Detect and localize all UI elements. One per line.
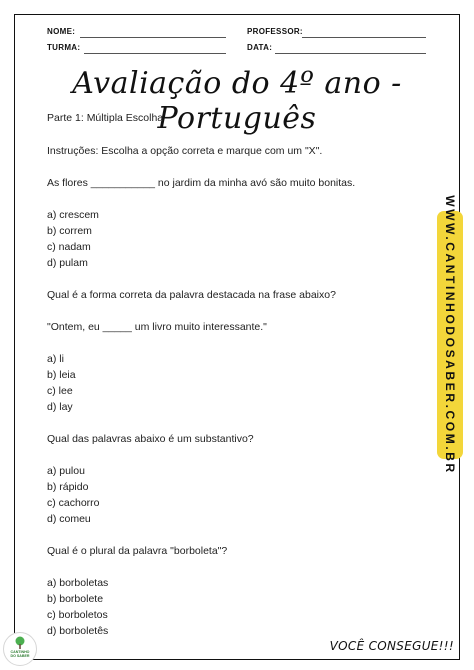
page-title: Avaliação do 4º ano - Português (72, 66, 402, 136)
logo-text-line-1: CANTINHO (10, 650, 30, 654)
encouragement-text: VOCÊ CONSEGUE!!! (329, 639, 454, 653)
question-2-option-b[interactable]: b) leia (47, 369, 76, 381)
question-4-option-a[interactable]: a) borboletas (47, 577, 109, 589)
date-field-line[interactable] (275, 53, 426, 54)
question-2-sentence: "Ontem, eu _____ um livro muito interessante." (47, 321, 267, 333)
question-4-option-c[interactable]: c) borboletos (47, 609, 108, 621)
question-3-option-d[interactable]: d) comeu (47, 513, 91, 525)
brand-logo (3, 632, 37, 666)
website-url[interactable]: WWW.CANTINHODOSABER.COM.BR (443, 195, 457, 475)
question-2-option-c[interactable]: c) lee (47, 385, 73, 397)
question-1-option-b[interactable]: b) correm (47, 225, 92, 237)
class-field-line[interactable] (84, 53, 226, 54)
question-3-option-c[interactable]: c) cachorro (47, 497, 100, 509)
question-1-option-c[interactable]: c) nadam (47, 241, 91, 253)
teacher-field-line[interactable] (302, 37, 426, 38)
question-1-prompt: As flores ___________ no jardim da minha avó são muito bonitas. (47, 177, 356, 189)
teacher-label: PROFESSOR: (247, 27, 303, 36)
tree-icon (13, 636, 27, 650)
question-1-option-d[interactable]: d) pulam (47, 257, 88, 269)
question-3-option-a[interactable]: a) pulou (47, 465, 85, 477)
logo-text-line-2: DO SABER (10, 654, 30, 658)
part-heading: Parte 1: Múltipla Escolha (47, 112, 164, 124)
question-2-prompt: Qual é a forma correta da palavra destacada na frase abaixo? (47, 289, 336, 301)
name-field-line[interactable] (80, 37, 226, 38)
instructions: Instruções: Escolha a opção correta e marque com um "X". (47, 145, 323, 157)
question-4-prompt: Qual é o plural da palavra "borboleta"? (47, 545, 228, 557)
class-label: TURMA: (47, 43, 81, 52)
question-2-option-a[interactable]: a) li (47, 353, 64, 365)
question-2-option-d[interactable]: d) lay (47, 401, 73, 413)
question-4-option-d[interactable]: d) borboletês (47, 625, 109, 637)
question-3-prompt: Qual das palavras abaixo é um substantivo? (47, 433, 254, 445)
question-1-option-a[interactable]: a) crescem (47, 209, 99, 221)
name-label: NOME: (47, 27, 76, 36)
question-4-option-b[interactable]: b) borbolete (47, 593, 104, 605)
date-label: DATA: (247, 43, 273, 52)
question-3-option-b[interactable]: b) rápido (47, 481, 89, 493)
website-banner[interactable] (437, 195, 463, 475)
